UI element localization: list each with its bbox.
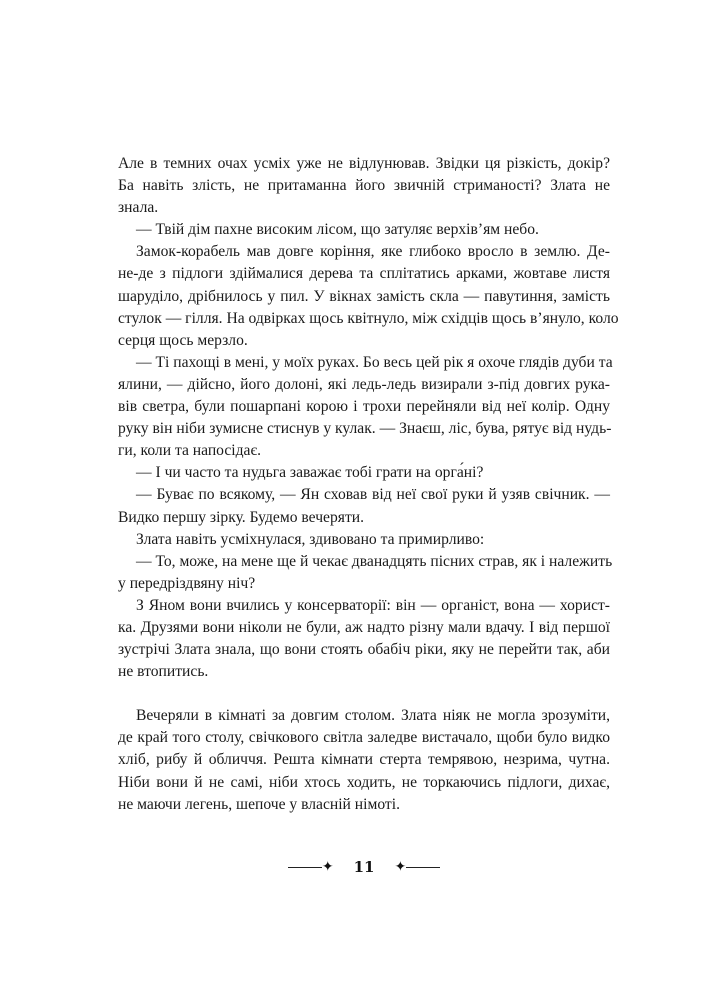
text-line: — То, може, на мене ще й чекає дванадцять пісних страв, як і належить <box>136 552 613 570</box>
text-line: ялини, — дійсно, його долоні, які ледь-ледь визирали з-під довгих рука- <box>118 375 610 393</box>
text-line: — Твій дім пахне високим лісом, що затуляє верхів’ям небо. <box>136 221 539 239</box>
text-line: — Ті пахощі в мені, у моїх руках. Бо весь цей рік я охоче глядів дуби та <box>136 353 613 371</box>
divider <box>288 867 322 868</box>
text-line: З Яном вони вчились у консерваторії: він — органіст, вона — хорист- <box>136 596 610 614</box>
text-line: не-де з підлоги здіймалися дерева та сплітатись арками, жовтаве листя <box>118 265 610 283</box>
text-line: серця щось мерзло. <box>118 331 248 349</box>
text-line: у передріздвяну ніч? <box>118 574 256 592</box>
ornament-right <box>394 860 440 874</box>
text-line: руку він ніби зумисне стиснув у кулак. — Знаєш, ліс, бува, рятує від нудь- <box>118 420 612 438</box>
paragraph <box>118 219 610 241</box>
text-line: Ніби вони й не самі, ніби хтось ходить, не торкаючись підлоги, дихає, <box>118 773 610 791</box>
page-body <box>118 153 619 816</box>
star-icon: ✦ <box>321 859 334 875</box>
paragraph <box>118 462 610 484</box>
text-line: Злата навіть усміхнулася, здивовано та примирливо: <box>136 530 485 548</box>
text-line: не маючи легень, шепоче у власній німоті. <box>118 795 400 813</box>
text-line: де край того столу, свічкового світла заледве вистачало, щоби було видко <box>118 729 610 747</box>
text-line: — І чи часто та нудьга заважає тобі грати на орга́ні? <box>136 464 484 482</box>
text-line: Замок-корабель мав довге коріння, яке глибоко вросло в землю. Де- <box>136 243 610 261</box>
paragraph <box>118 484 610 528</box>
text-line: Вечеряли в кімнаті за довгим столом. Злата ніяк не могла зрозуміти, <box>136 707 610 725</box>
text-line: стулок — гілля. На одвірках щось квітнуло, між східців щось в’януло, коло <box>118 309 619 327</box>
paragraph <box>118 529 610 551</box>
text-line: вів светра, були пошарпані корою і трохи перейняли від неї колір. Одну <box>118 398 610 416</box>
page-footer <box>0 858 728 876</box>
text-line: Але в темних очах усміх уже не відлунював. Звідки ця різкість, докір? <box>118 155 610 172</box>
paragraph <box>118 551 613 595</box>
paragraph <box>118 595 610 683</box>
paragraph <box>118 241 619 351</box>
text-line: ка. Друзями вони ніколи не були, аж надто різну мали вдачу. І від першої <box>118 618 610 636</box>
text-line: знала. <box>118 199 159 217</box>
divider <box>406 867 440 868</box>
text-line: шаруділо, дрібнилось у пил. У вікнах замість скла — павутиння, замість <box>118 287 610 305</box>
page-number: 11 <box>353 858 375 876</box>
ornament-left <box>288 860 334 874</box>
paragraph <box>118 153 610 219</box>
paragraph <box>118 705 610 815</box>
paragraph <box>118 352 613 462</box>
text-line: Ба навіть злість, не притаманна його звичній стриманості? Злата не <box>118 177 610 195</box>
text-line: ги, коли та напосідає. <box>118 442 262 460</box>
text-line: хліб, рибу й обличчя. Решта кімнати стерта темрявою, незрима, чутна. <box>118 751 610 769</box>
text-line: Видко першу зірку. Будемо вечеряти. <box>118 508 364 526</box>
star-icon: ✦ <box>394 859 407 875</box>
text-line: — Буває по всякому, — Ян сховав від неї свої руки й узяв свічник. — <box>136 486 610 504</box>
text-line: не втопитись. <box>118 663 209 681</box>
text-line: зустрічі Злата знала, що вони стоять обабіч ріки, яку не перейти так, аби <box>118 641 610 659</box>
